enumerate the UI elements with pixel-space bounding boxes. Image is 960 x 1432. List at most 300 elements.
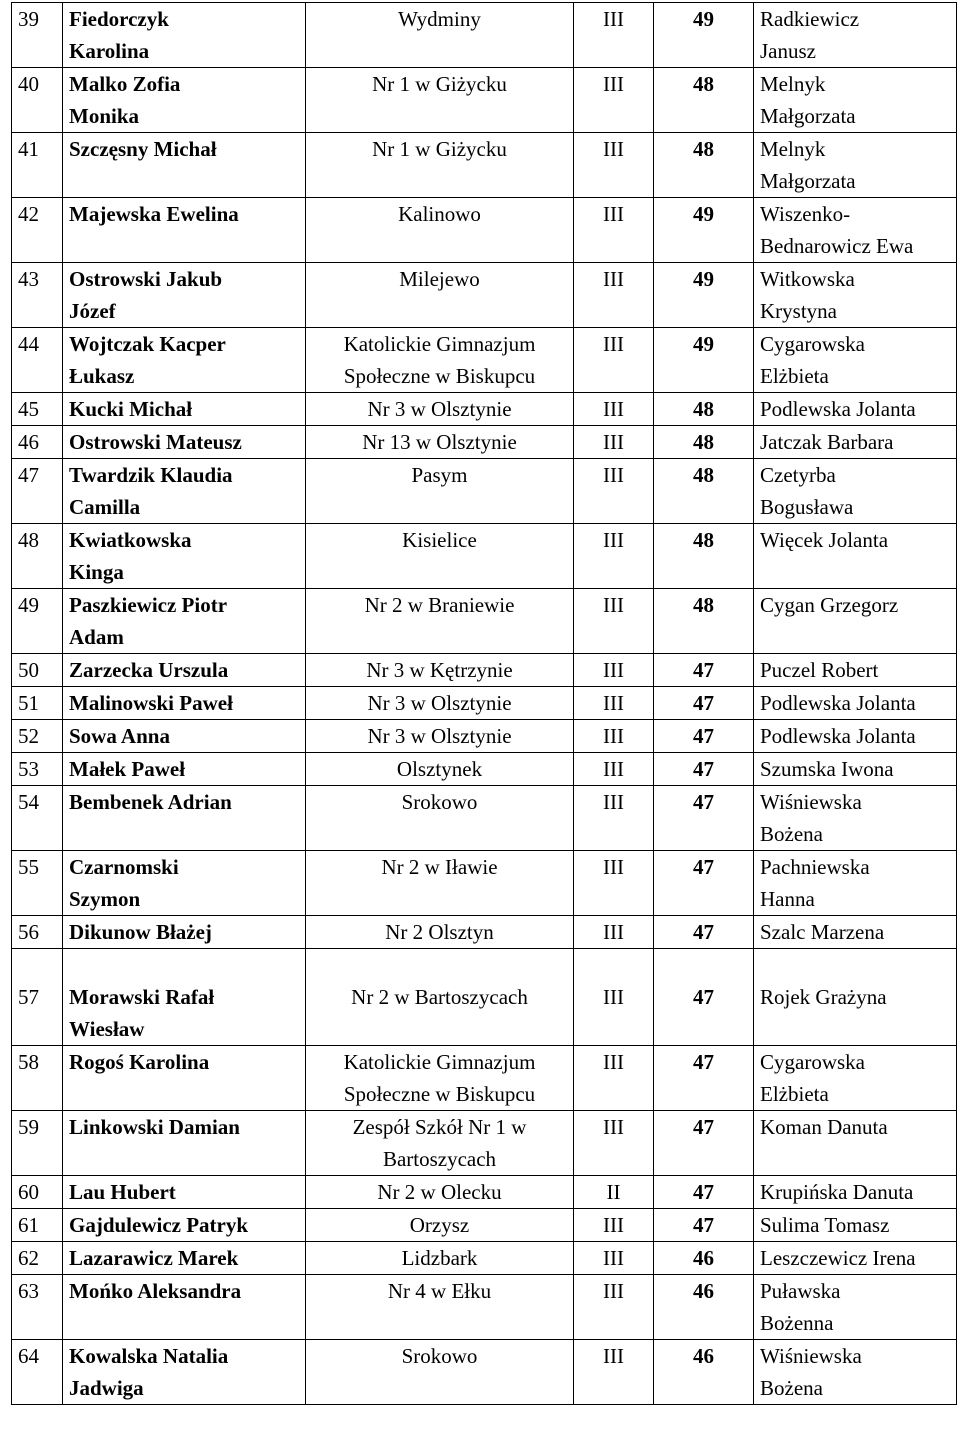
teacher-name-cell	[754, 654, 957, 687]
table-row	[12, 786, 957, 851]
teacher-name-cell	[754, 851, 957, 916]
table-row	[12, 687, 957, 720]
points-score-cell	[654, 3, 754, 68]
points-score-cell	[654, 720, 754, 753]
points-score-cell	[654, 133, 754, 198]
class-level-cell	[574, 1242, 654, 1275]
points-score: 47	[693, 920, 714, 944]
teacher-name-line: Pachniewska	[760, 855, 870, 879]
student-name-line: Camilla	[69, 495, 141, 519]
student-name-cell	[63, 328, 306, 393]
class-level: III	[603, 7, 624, 31]
teacher-name-cell	[754, 524, 957, 589]
row-number-cell	[12, 851, 63, 916]
points-score: 48	[693, 397, 714, 421]
points-score-cell	[654, 949, 754, 1046]
teacher-name-line: Małgorzata	[760, 104, 856, 128]
row-number-cell	[12, 753, 63, 786]
class-level-cell	[574, 198, 654, 263]
class-level-cell	[574, 133, 654, 198]
school-name-line: Katolickie Gimnazjum	[343, 332, 536, 356]
teacher-name-cell	[754, 133, 957, 198]
results-table	[11, 2, 957, 1405]
row-number: 57	[18, 985, 39, 1009]
table-row	[12, 133, 957, 198]
table-row	[12, 1275, 957, 1340]
school-name-cell	[306, 1275, 574, 1340]
points-score: 47	[693, 1115, 714, 1139]
school-name-cell	[306, 459, 574, 524]
points-score-cell	[654, 1046, 754, 1111]
row-number-cell	[12, 916, 63, 949]
teacher-name-cell	[754, 949, 957, 1046]
teacher-name-line: Podlewska Jolanta	[760, 691, 916, 715]
student-name-line: Kowalska Natalia	[69, 1344, 229, 1368]
class-level-cell	[574, 786, 654, 851]
class-level: III	[603, 1213, 624, 1237]
school-name-line: Pasym	[411, 463, 468, 487]
teacher-name-line: Wiszenko-	[760, 202, 851, 226]
school-name-line: Nr 2 w Braniewie	[364, 593, 515, 617]
student-name-cell	[63, 851, 306, 916]
class-level-cell	[574, 3, 654, 68]
student-name-cell	[63, 1275, 306, 1340]
teacher-name-line: Szalc Marzena	[760, 920, 885, 944]
teacher-name-line: Małgorzata	[760, 169, 856, 193]
school-name-cell	[306, 1242, 574, 1275]
class-level: III	[603, 528, 624, 552]
table-row	[12, 589, 957, 654]
student-name-cell	[63, 1046, 306, 1111]
points-score: 48	[693, 593, 714, 617]
table-row	[12, 1209, 957, 1242]
results-table-body	[12, 3, 957, 1405]
table-row	[12, 393, 957, 426]
school-name-line: Nr 3 w Kętrzynie	[366, 658, 513, 682]
row-number: 64	[18, 1344, 39, 1368]
school-name-line: Nr 4 w Ełku	[387, 1279, 492, 1303]
student-name-line: Bembenek Adrian	[69, 790, 232, 814]
row-number: 63	[18, 1279, 39, 1303]
row-number-cell	[12, 1111, 63, 1176]
row-number-cell	[12, 1209, 63, 1242]
teacher-name-line: Koman Danuta	[760, 1115, 888, 1139]
table-row	[12, 3, 957, 68]
student-name-line: Majewska Ewelina	[69, 202, 239, 226]
teacher-name-line: Więcek Jolanta	[760, 528, 889, 552]
student-name-line: Zarzecka Urszula	[69, 658, 229, 682]
class-level: III	[603, 1344, 624, 1368]
school-name-line: Katolickie Gimnazjum	[343, 1050, 536, 1074]
table-row	[12, 916, 957, 949]
student-name-cell	[63, 524, 306, 589]
teacher-name-line: Melnyk	[760, 72, 826, 96]
class-level-cell	[574, 949, 654, 1046]
class-level-cell	[574, 916, 654, 949]
row-number: 39	[18, 7, 39, 31]
points-score: 46	[693, 1246, 714, 1270]
row-number: 44	[18, 332, 39, 356]
school-name-line: Nr 2 w Iławie	[381, 855, 498, 879]
row-number-cell	[12, 1176, 63, 1209]
school-name-cell	[306, 1111, 574, 1176]
class-level-cell	[574, 1176, 654, 1209]
points-score-cell	[654, 198, 754, 263]
class-level-cell	[574, 753, 654, 786]
row-number: 48	[18, 528, 39, 552]
row-number: 46	[18, 430, 39, 454]
row-number: 41	[18, 137, 39, 161]
points-score: 47	[693, 855, 714, 879]
teacher-name-line: Krystyna	[760, 299, 837, 323]
teacher-name-line: Podlewska Jolanta	[760, 397, 916, 421]
student-name-line: Rogoś Karolina	[69, 1050, 210, 1074]
student-name-line: Malko Zofia	[69, 72, 181, 96]
student-name-line: Malinowski Paweł	[69, 691, 233, 715]
row-number-cell	[12, 68, 63, 133]
points-score-cell	[654, 263, 754, 328]
student-name-line: Karolina	[69, 39, 150, 63]
row-number-cell	[12, 198, 63, 263]
student-name-line: Jadwiga	[69, 1376, 144, 1400]
teacher-name-cell	[754, 393, 957, 426]
school-name-cell	[306, 1046, 574, 1111]
row-number-cell	[12, 1046, 63, 1111]
student-name-line: Linkowski Damian	[69, 1115, 240, 1139]
class-level: III	[603, 137, 624, 161]
table-row	[12, 459, 957, 524]
teacher-name-line: Radkiewicz	[760, 7, 860, 31]
school-name-line: Srokowo	[401, 790, 478, 814]
school-name-line: Bartoszycach	[382, 1147, 497, 1171]
teacher-name-line: Sulima Tomasz	[760, 1213, 890, 1237]
points-score: 47	[693, 757, 714, 781]
teacher-name-line: Bogusława	[760, 495, 854, 519]
school-name-cell	[306, 949, 574, 1046]
row-number-cell	[12, 133, 63, 198]
row-number-cell	[12, 393, 63, 426]
school-name-line: Nr 2 w Olecku	[377, 1180, 502, 1204]
table-row	[12, 263, 957, 328]
points-score-cell	[654, 1242, 754, 1275]
student-name-line: Twardzik Klaudia	[69, 463, 233, 487]
class-level: III	[603, 397, 624, 421]
class-level-cell	[574, 1340, 654, 1405]
teacher-name-cell	[754, 459, 957, 524]
row-number-cell	[12, 654, 63, 687]
school-name-cell	[306, 68, 574, 133]
points-score-cell	[654, 328, 754, 393]
teacher-name-cell	[754, 1242, 957, 1275]
school-name-cell	[306, 720, 574, 753]
row-number: 56	[18, 920, 39, 944]
teacher-name-line: Elżbieta	[760, 1082, 829, 1106]
row-number-cell	[12, 1340, 63, 1405]
points-score: 47	[693, 1213, 714, 1237]
teacher-name-cell	[754, 263, 957, 328]
points-score: 49	[693, 267, 714, 291]
row-number: 60	[18, 1180, 39, 1204]
row-number: 47	[18, 463, 39, 487]
class-level-cell	[574, 68, 654, 133]
points-score-cell	[654, 1275, 754, 1340]
class-level: III	[603, 430, 624, 454]
points-score-cell	[654, 851, 754, 916]
student-name-line: Małek Paweł	[69, 757, 186, 781]
class-level: III	[603, 691, 624, 715]
school-name-line: Nr 3 w Olsztynie	[367, 691, 512, 715]
class-level-cell	[574, 459, 654, 524]
table-row	[12, 328, 957, 393]
row-number: 42	[18, 202, 39, 226]
school-name-line: Społeczne w Biskupcu	[343, 1082, 536, 1106]
row-number-cell	[12, 263, 63, 328]
school-name-line: Nr 2 Olsztyn	[385, 920, 494, 944]
points-score: 48	[693, 463, 714, 487]
school-name-cell	[306, 753, 574, 786]
teacher-name-cell	[754, 1275, 957, 1340]
school-name-line: Wydminy	[398, 7, 481, 31]
school-name-line: Srokowo	[401, 1344, 478, 1368]
school-name-line: Olsztynek	[396, 757, 483, 781]
row-number: 50	[18, 658, 39, 682]
teacher-name-cell	[754, 589, 957, 654]
row-number-cell	[12, 589, 63, 654]
points-score-cell	[654, 753, 754, 786]
student-name-cell	[63, 133, 306, 198]
teacher-name-cell	[754, 68, 957, 133]
school-name-line: Kalinowo	[398, 202, 481, 226]
school-name-line: Kisielice	[402, 528, 477, 552]
points-score: 48	[693, 528, 714, 552]
student-name-line: Łukasz	[69, 364, 135, 388]
points-score-cell	[654, 1340, 754, 1405]
class-level-cell	[574, 1209, 654, 1242]
row-number-cell	[12, 720, 63, 753]
points-score-cell	[654, 687, 754, 720]
student-name-line: Adam	[69, 625, 124, 649]
table-row	[12, 1111, 957, 1176]
class-level: III	[603, 463, 624, 487]
row-number: 45	[18, 397, 39, 421]
student-name-cell	[63, 426, 306, 459]
points-score: 48	[693, 137, 714, 161]
student-name-line: Sowa Anna	[69, 724, 170, 748]
student-name-line: Wiesław	[69, 1017, 145, 1041]
student-name-line: Kwiatkowska	[69, 528, 192, 552]
student-name-cell	[63, 786, 306, 851]
table-row	[12, 524, 957, 589]
row-number-cell	[12, 786, 63, 851]
student-name-line: Monika	[69, 104, 140, 128]
student-name-line: Gajdulewicz Patryk	[69, 1213, 249, 1237]
teacher-name-line: Wiśniewska	[760, 790, 862, 814]
row-number-cell	[12, 949, 63, 1046]
school-name-cell	[306, 654, 574, 687]
teacher-name-cell	[754, 687, 957, 720]
student-name-cell	[63, 687, 306, 720]
class-level: III	[603, 855, 624, 879]
student-name-line: Ostrowski Mateusz	[69, 430, 242, 454]
teacher-name-cell	[754, 720, 957, 753]
teacher-name-line: Hanna	[760, 887, 815, 911]
row-number: 52	[18, 724, 39, 748]
student-name-cell	[63, 198, 306, 263]
student-name-line: Józef	[69, 299, 116, 323]
row-number-cell	[12, 1242, 63, 1275]
student-name-cell	[63, 1242, 306, 1275]
teacher-name-cell	[754, 1209, 957, 1242]
row-number: 53	[18, 757, 39, 781]
school-name-line: Nr 13 w Olsztynie	[362, 430, 517, 454]
class-level: II	[606, 1180, 621, 1204]
class-level: III	[603, 1050, 624, 1074]
teacher-name-line: Bożena	[760, 1376, 823, 1400]
teacher-name-line: Rojek Grażyna	[760, 985, 887, 1009]
points-score: 48	[693, 72, 714, 96]
table-row	[12, 654, 957, 687]
teacher-name-cell	[754, 1340, 957, 1405]
school-name-cell	[306, 3, 574, 68]
student-name-cell	[63, 589, 306, 654]
student-name-line: Szczęsny Michał	[69, 137, 217, 161]
class-level: III	[603, 1246, 624, 1270]
table-row	[12, 1242, 957, 1275]
school-name-line: Nr 2 w Bartoszycach	[351, 985, 528, 1009]
student-name-cell	[63, 263, 306, 328]
class-level-cell	[574, 426, 654, 459]
teacher-name-line: Melnyk	[760, 137, 826, 161]
teacher-name-line: Leszczewicz Irena	[760, 1246, 916, 1270]
teacher-name-line: Puławska	[760, 1279, 841, 1303]
points-score-cell	[654, 1209, 754, 1242]
student-name-line: Kucki Michał	[69, 397, 193, 421]
table-row	[12, 851, 957, 916]
row-number: 62	[18, 1246, 39, 1270]
student-name-line: Wojtczak Kacper	[69, 332, 226, 356]
class-level: III	[603, 267, 624, 291]
table-row	[12, 426, 957, 459]
student-name-cell	[63, 916, 306, 949]
class-level-cell	[574, 263, 654, 328]
points-score: 47	[693, 658, 714, 682]
teacher-name-line: Elżbieta	[760, 364, 829, 388]
school-name-cell	[306, 524, 574, 589]
class-level: III	[603, 72, 624, 96]
class-level-cell	[574, 687, 654, 720]
teacher-name-line: Wiśniewska	[760, 1344, 862, 1368]
class-level: III	[603, 658, 624, 682]
teacher-name-line: Podlewska Jolanta	[760, 724, 916, 748]
class-level-cell	[574, 524, 654, 589]
student-name-line: Mońko Aleksandra	[69, 1279, 242, 1303]
teacher-name-line: Cygan Grzegorz	[760, 593, 899, 617]
points-score: 49	[693, 202, 714, 226]
teacher-name-line: Cygarowska	[760, 332, 865, 356]
row-number-cell	[12, 459, 63, 524]
points-score-cell	[654, 393, 754, 426]
row-number: 55	[18, 855, 39, 879]
school-name-line: Nr 3 w Olsztynie	[367, 397, 512, 421]
class-level-cell	[574, 1275, 654, 1340]
table-row	[12, 1340, 957, 1405]
points-score: 47	[693, 1180, 714, 1204]
student-name-line: Ostrowski Jakub	[69, 267, 223, 291]
class-level: III	[603, 1115, 624, 1139]
class-level-cell	[574, 589, 654, 654]
teacher-name-line: Bożena	[760, 822, 823, 846]
points-score-cell	[654, 654, 754, 687]
student-name-cell	[63, 720, 306, 753]
school-name-cell	[306, 1209, 574, 1242]
student-name-cell	[63, 3, 306, 68]
school-name-cell	[306, 916, 574, 949]
student-name-cell	[63, 1176, 306, 1209]
class-level: III	[603, 332, 624, 356]
points-score: 47	[693, 790, 714, 814]
student-name-cell	[63, 393, 306, 426]
row-number-cell	[12, 687, 63, 720]
points-score: 47	[693, 724, 714, 748]
row-number-cell	[12, 3, 63, 68]
student-name-line: Czarnomski	[69, 855, 179, 879]
class-level-cell	[574, 1046, 654, 1111]
points-score-cell	[654, 524, 754, 589]
teacher-name-cell	[754, 1111, 957, 1176]
class-level-cell	[574, 1111, 654, 1176]
school-name-line: Milejewo	[399, 267, 480, 291]
teacher-name-line: Bednarowicz Ewa	[760, 234, 914, 258]
student-name-cell	[63, 949, 306, 1046]
points-score-cell	[654, 68, 754, 133]
school-name-cell	[306, 426, 574, 459]
points-score-cell	[654, 1176, 754, 1209]
points-score: 48	[693, 430, 714, 454]
school-name-cell	[306, 851, 574, 916]
student-name-cell	[63, 1111, 306, 1176]
row-number-cell	[12, 328, 63, 393]
student-name-line: Lazarawicz Marek	[69, 1246, 239, 1270]
teacher-name-cell	[754, 3, 957, 68]
row-number-cell	[12, 524, 63, 589]
school-name-cell	[306, 1340, 574, 1405]
row-number: 49	[18, 593, 39, 617]
teacher-name-line: Witkowska	[760, 267, 855, 291]
teacher-name-cell	[754, 426, 957, 459]
teacher-name-cell	[754, 916, 957, 949]
student-name-line: Morawski Rafał	[69, 985, 215, 1009]
student-name-line: Dikunow Błażej	[69, 920, 212, 944]
table-row	[12, 753, 957, 786]
teacher-name-cell	[754, 328, 957, 393]
teacher-name-cell	[754, 1046, 957, 1111]
table-row	[12, 720, 957, 753]
class-level: III	[603, 202, 624, 226]
teacher-name-line: Janusz	[760, 39, 816, 63]
teacher-name-line: Czetyrba	[760, 463, 836, 487]
teacher-name-cell	[754, 753, 957, 786]
student-name-cell	[63, 753, 306, 786]
table-row	[12, 198, 957, 263]
class-level: III	[603, 920, 624, 944]
student-name-line: Paszkiewicz Piotr	[69, 593, 228, 617]
row-number: 43	[18, 267, 39, 291]
teacher-name-line: Krupińska Danuta	[760, 1180, 914, 1204]
points-score: 49	[693, 332, 714, 356]
row-number: 51	[18, 691, 39, 715]
class-level-cell	[574, 720, 654, 753]
school-name-cell	[306, 263, 574, 328]
